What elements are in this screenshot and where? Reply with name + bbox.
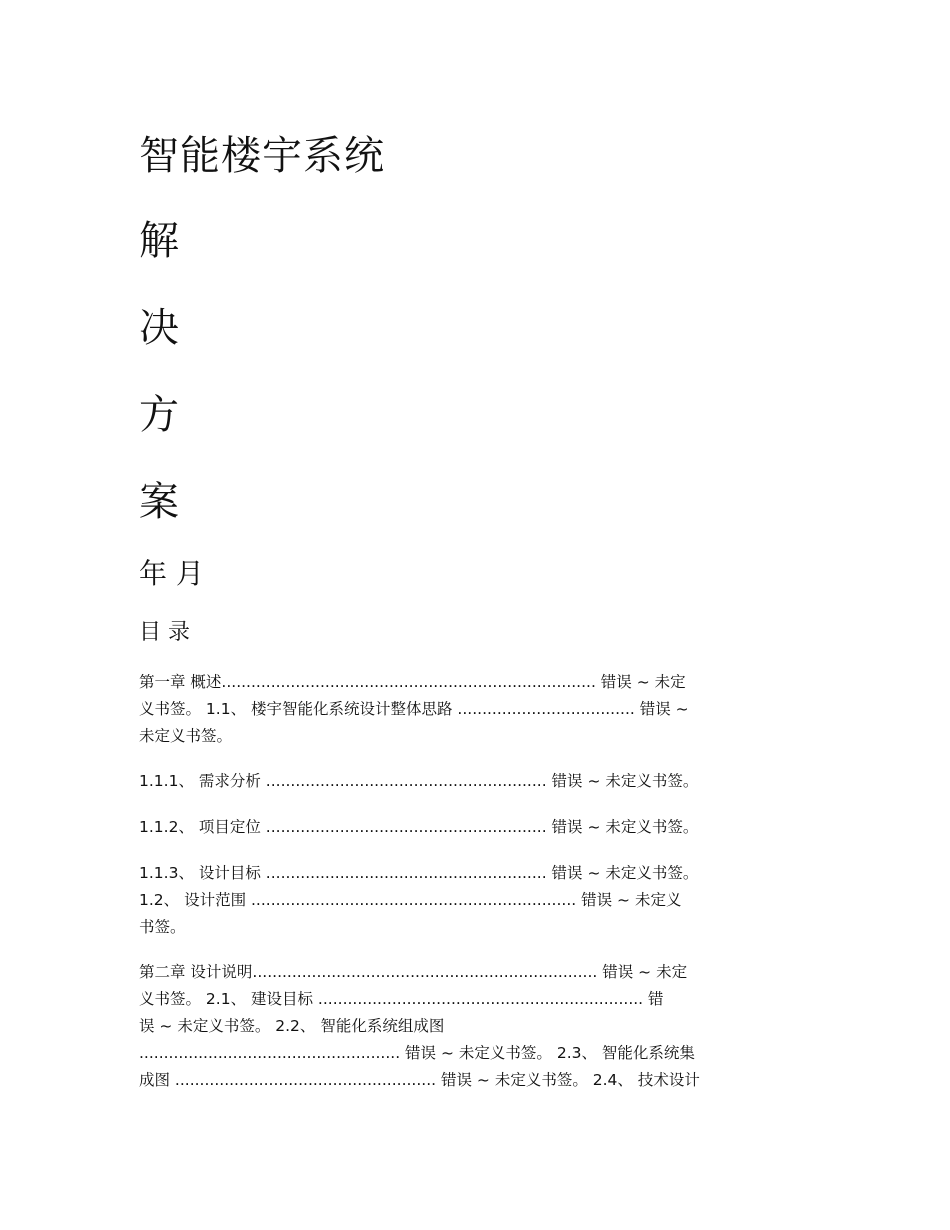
toc-line: 成图 ..................................................... 错误 ~ 未定义书签。 2.4、 技术设计 bbox=[139, 1071, 700, 1089]
date-line: 年 月 bbox=[139, 557, 204, 590]
toc-heading: 目 录 bbox=[139, 620, 190, 645]
toc-line: 1.1.3、 设计目标 ......................................................... 错误 ~ 未定义书签。 bbox=[139, 864, 699, 882]
toc-line: 义书签。 2.1、 建设目标 .................................................................. 错 bbox=[139, 990, 664, 1008]
toc-line: 书签。 bbox=[139, 918, 186, 936]
title-char-4: 案 bbox=[139, 479, 179, 525]
title-char-2: 决 bbox=[139, 305, 179, 351]
document-title: 智能楼宇系统 bbox=[139, 133, 385, 179]
toc-line: 第一章 概述............................................................................ 错误 ~ 未定 bbox=[139, 673, 686, 691]
toc-line: 义书签。 1.1、 楼宇智能化系统设计整体思路 .................................... 错误 ~ bbox=[139, 700, 689, 718]
toc-line: ..................................................... 错误 ~ 未定义书签。 2.3、 智能化系统集 bbox=[139, 1044, 695, 1062]
toc-line: 1.1.2、 项目定位 ......................................................... 错误 ~ 未定义书签。 bbox=[139, 818, 699, 836]
toc-line: 误 ~ 未定义书签。 2.2、 智能化系统组成图 bbox=[139, 1017, 445, 1035]
toc-line: 第二章 设计说明...................................................................... 错误 ~ 未定 bbox=[139, 963, 688, 981]
title-char-1: 解 bbox=[139, 218, 179, 264]
toc-line: 1.1.1、 需求分析 ......................................................... 错误 ~ 未定义书签。 bbox=[139, 772, 699, 790]
toc-line: 1.2、 设计范围 .................................................................. 错误 ~ 未定义 bbox=[139, 891, 682, 909]
toc-line: 未定义书签。 bbox=[139, 727, 233, 745]
title-char-3: 方 bbox=[139, 392, 179, 438]
